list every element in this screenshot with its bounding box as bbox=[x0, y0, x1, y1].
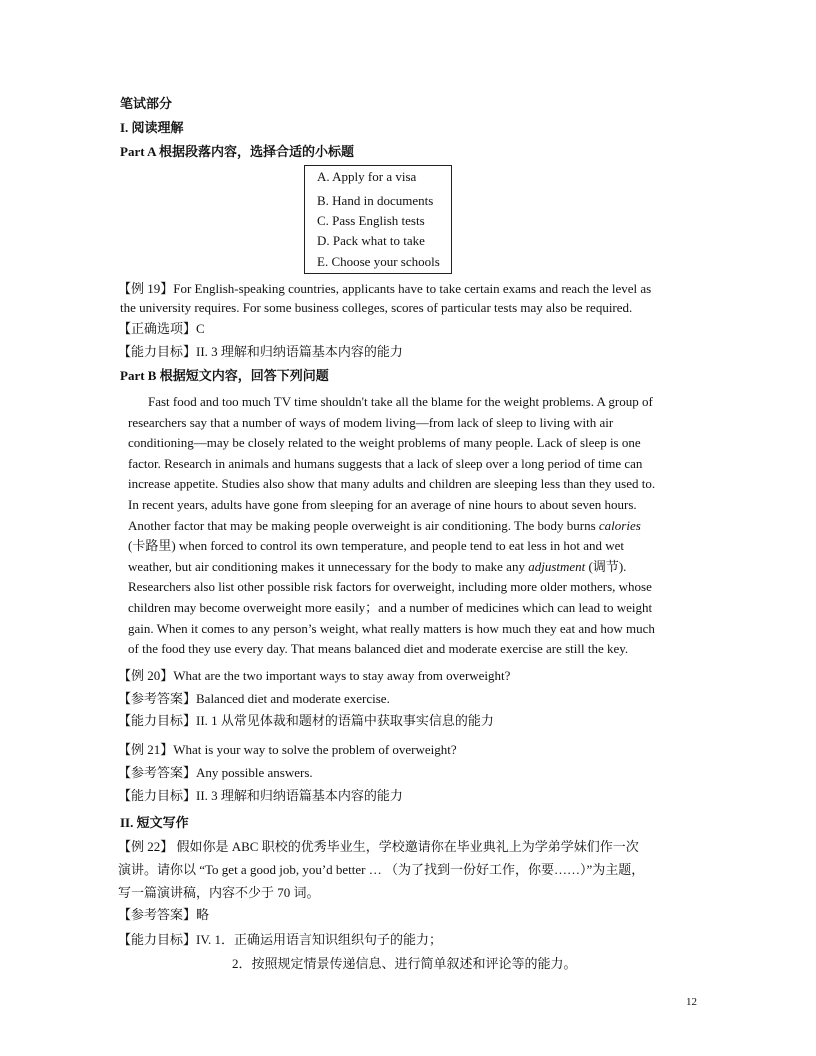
example-22-answer: 【参考答案】略 bbox=[118, 907, 210, 922]
section-ii-heading: II. 短文写作 bbox=[120, 815, 189, 830]
option-b: B. Hand in documents bbox=[317, 193, 434, 208]
section-i-heading: I. 阅读理解 bbox=[120, 120, 184, 135]
passage-line: researchers say that a number of ways of modem living—from lack of sleep to living with air bbox=[128, 414, 614, 430]
adjustment-term: adjustment bbox=[528, 558, 586, 574]
example-20-target: 【能力目标】II. 1 从常见体裁和题材的语篇中获取事实信息的能力 bbox=[118, 713, 494, 728]
option-c: C. Pass English tests bbox=[317, 213, 425, 228]
calories-term: calories bbox=[598, 517, 641, 533]
example-22-target-1: 【能力目标】IV. 1．正确运用语言知识组织句子的能力； bbox=[118, 932, 443, 947]
reading-passage bbox=[128, 392, 699, 660]
passage-line: of the food they use every day. That means balanced diet and moderate exercise are still the key. bbox=[128, 641, 629, 657]
example-21-target: 【能力目标】II. 3 理解和归纳语篇基本内容的能力 bbox=[118, 788, 403, 803]
options-box bbox=[304, 165, 452, 274]
example-19-answer: 【正确选项】C bbox=[118, 321, 205, 336]
example-22-line3: 写一篇演讲稿，内容不少于 70 词。 bbox=[118, 885, 320, 900]
example-21-answer: 【参考答案】Any possible answers. bbox=[118, 765, 313, 780]
section-title: 笔试部分 bbox=[120, 96, 173, 111]
passage-text: Another factor that may be making people overweight is air conditioning. The body burns bbox=[128, 517, 599, 533]
passage-line: Fast food and too much TV time shouldn't take all the blame for the weight problems. A group of bbox=[148, 394, 653, 409]
option-d: D. Pack what to take bbox=[317, 233, 425, 248]
page-number: 12 bbox=[686, 996, 697, 1008]
passage-line: factor. Research in animals and humans suggests that a lack of sleep over a long period of time can bbox=[128, 455, 643, 471]
passage-line: gain. When it comes to any person’s weight, what really matters is how much they eat and how much bbox=[128, 620, 655, 636]
passage-text: weather, but air conditioning makes it unnecessary for the body to make any bbox=[128, 558, 529, 574]
example-22-line1: 【例 22】 假如你是 ABC 职校的优秀毕业生，学校邀请你在毕业典礼上为学弟学妹们作一次 bbox=[118, 839, 639, 854]
passage-line bbox=[128, 557, 699, 578]
example-19-target: 【能力目标】II. 3 理解和归纳语篇基本内容的能力 bbox=[118, 344, 403, 359]
part-a-heading: Part A 根据段落内容，选择合适的小标题 bbox=[120, 144, 354, 159]
passage-line: (卡路里) when forced to control its own temperature, and people tend to eat less in hot and wet bbox=[128, 538, 625, 554]
passage-line bbox=[128, 516, 699, 537]
example-22-target-2: 2．按照规定情景传递信息、进行简单叙述和评论等的能力。 bbox=[232, 956, 577, 971]
option-a: A. Apply for a visa bbox=[317, 169, 417, 184]
example-21-question: 【例 21】What is your way to solve the problem of overweight? bbox=[118, 742, 457, 757]
option-e: E. Choose your schools bbox=[317, 254, 440, 269]
passage-line: Researchers also list other possible risk factors for overweight, including more older mothers, whose bbox=[128, 579, 652, 595]
passage-text: (调节). bbox=[585, 558, 627, 574]
passage-line: conditioning—may be closely related to the weight problems of many people. Lack of sleep is one bbox=[128, 435, 641, 451]
passage-line: children may become overweight more easily；and a number of medicines which can lead to weight bbox=[128, 599, 653, 615]
passage-line: In recent years, adults have gone from sleeping for an average of nine hours to about seven hours. bbox=[128, 496, 637, 512]
example-22-line2: 演讲。请你以 “To get a good job, you’d better … （为了找到一份好工作，你要……）”为主题， bbox=[118, 862, 645, 877]
example-20-question: 【例 20】What are the two important ways to stay away from overweight? bbox=[118, 668, 511, 683]
example-20-answer: 【参考答案】Balanced diet and moderate exercise. bbox=[118, 691, 390, 706]
example-19-line1: 【例 19】For English-speaking countries, applicants have to take certain exams and reach the level as bbox=[118, 281, 652, 296]
passage-line: increase appetite. Studies also show that many adults and children are sleeping less than they used to. bbox=[128, 476, 656, 492]
part-b-heading: Part B 根据短文内容，回答下列问题 bbox=[120, 368, 329, 383]
example-19-line2: the university requires. For some business colleges, scores of particular tests may also be required. bbox=[120, 300, 633, 315]
